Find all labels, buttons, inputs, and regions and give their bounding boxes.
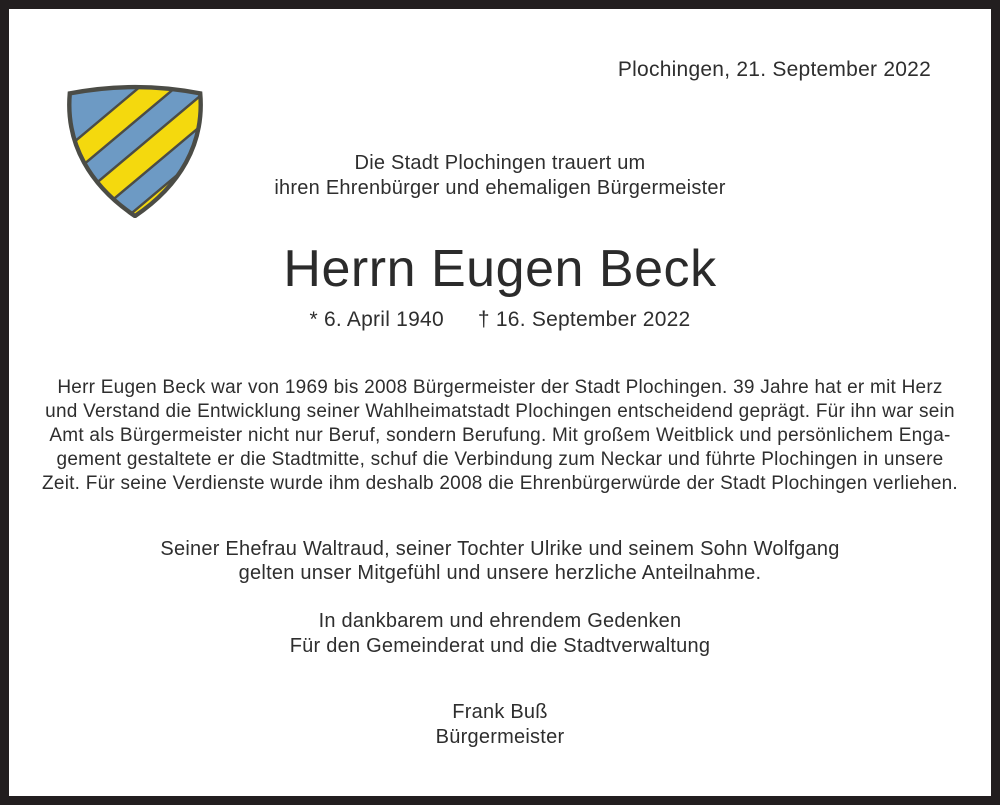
condolence-line-1: Seiner Ehefrau Waltraud, seiner Tochter Ulrike und seinem Sohn Wolfgang — [160, 538, 840, 560]
remembrance-line-1: In dankbarem und ehrendem Gedenken — [318, 610, 682, 632]
intro-line-2: ihren Ehrenbürger und ehemaligen Bürgermeister — [274, 177, 726, 199]
birth-date: * 6. April 1940 — [309, 308, 444, 331]
remembrance-text — [9, 609, 991, 659]
signature-block — [9, 700, 991, 750]
obituary-text — [9, 376, 991, 496]
obituary-line-2: und Verstand die Entwicklung seiner Wahlheimatstadt Plochingen entscheidend geprägt. Für ihn war sein — [45, 401, 955, 422]
signer-title: Bürgermeister — [435, 726, 565, 748]
deceased-name: Herrn Eugen Beck — [283, 240, 717, 298]
signer-name: Frank Buß — [452, 701, 548, 723]
intro-line-1: Die Stadt Plochingen trauert um — [354, 152, 646, 174]
obituary-line-1: Herr Eugen Beck war von 1969 bis 2008 Bürgermeister der Stadt Plochingen. 39 Jahre hat er mit Herz — [57, 377, 943, 398]
intro-text — [9, 151, 991, 201]
obituary-line-5: Zeit. Für seine Verdienste wurde ihm deshalb 2008 die Ehrenbürgerwürde der Stadt Plochingen verliehen. — [42, 473, 958, 494]
remembrance-line-2: Für den Gemeinderat und die Stadtverwaltung — [289, 635, 711, 657]
condolence-line-2: gelten unser Mitgefühl und unsere herzliche Anteilnahme. — [238, 562, 762, 584]
obituary-line-4: gement gestaltete er die Stadtmitte, schuf die Verbindung zum Neckar und führte Plochingen in unsere — [56, 449, 944, 470]
obituary-line-3: Amt als Bürgermeister nicht nur Beruf, sondern Berufung. Mit großem Weitblick und persönlichem Enga- — [49, 425, 951, 446]
dateline: Plochingen, 21. September 2022 — [617, 58, 931, 81]
death-date: † 16. September 2022 — [477, 308, 691, 331]
condolence-text — [9, 537, 991, 585]
life-dates — [9, 308, 991, 332]
